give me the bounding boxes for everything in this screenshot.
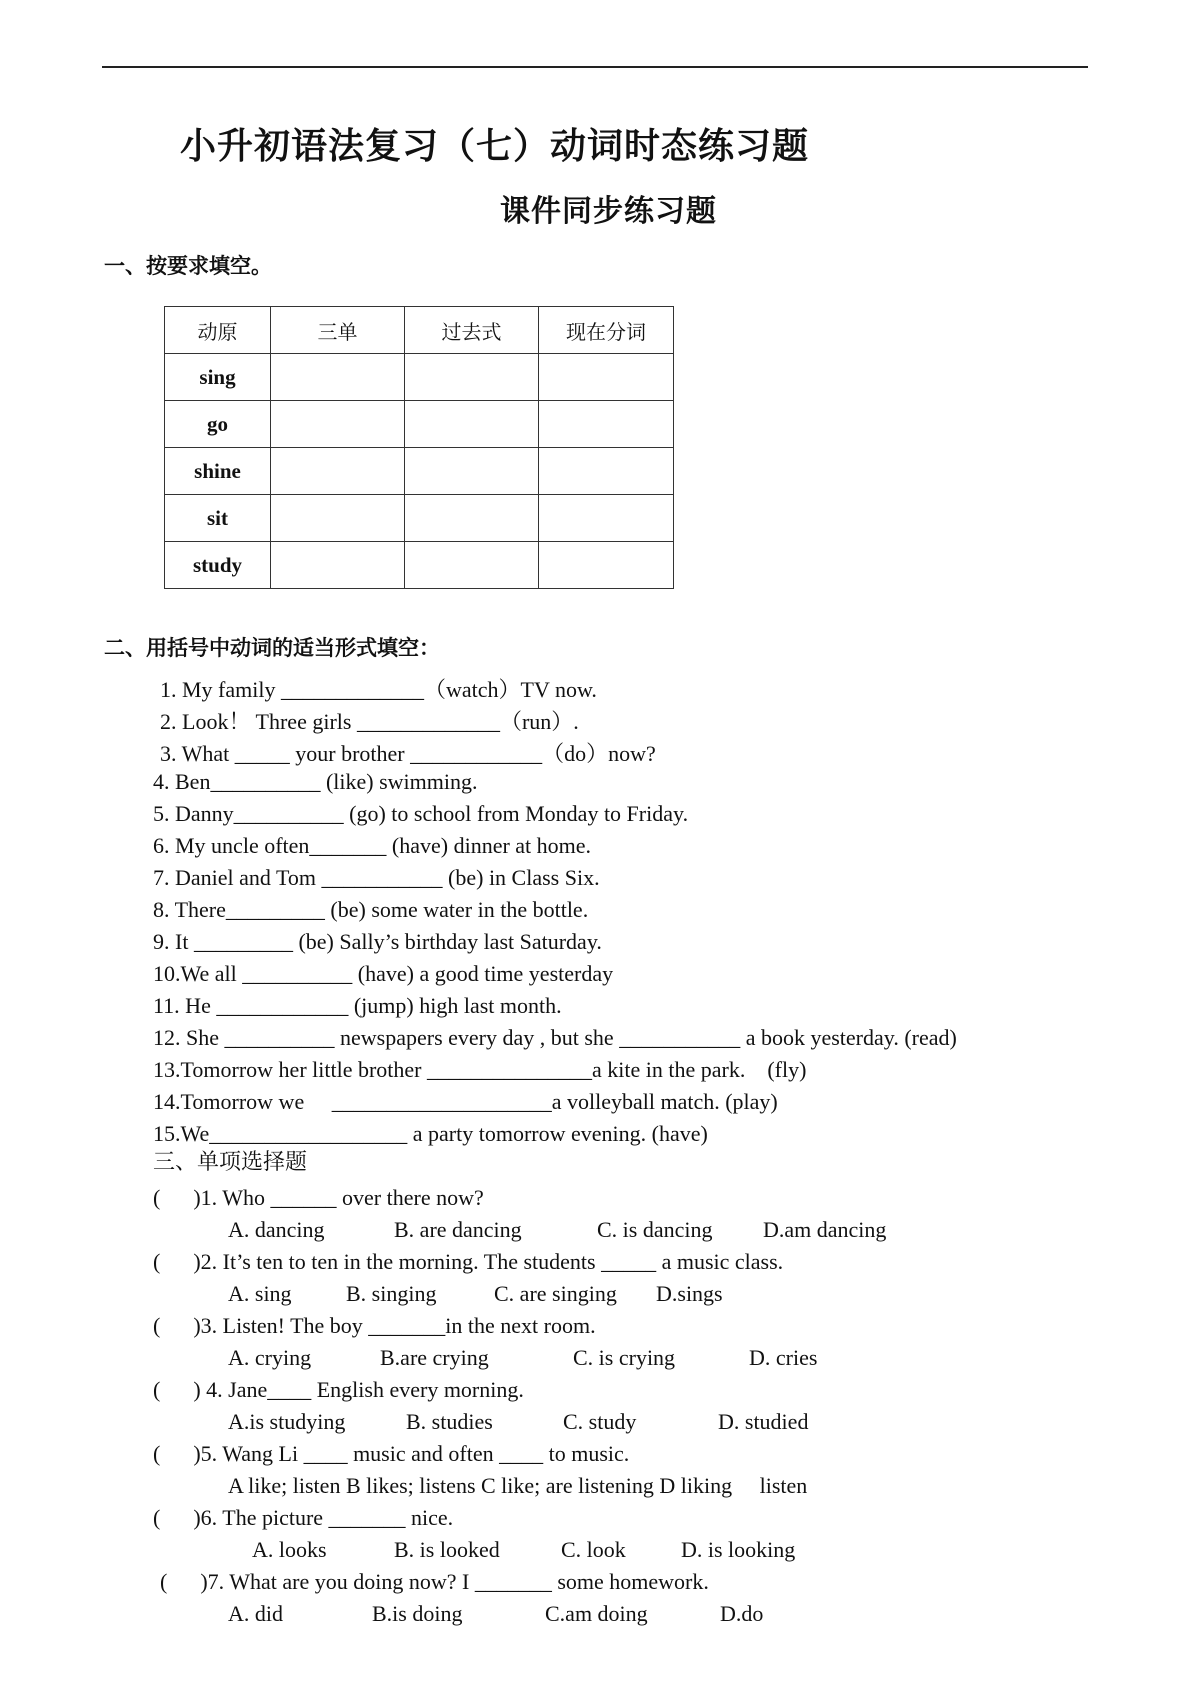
exercise-item-14: 14.Tomorrow we ____________________a volleyball match. (play) — [153, 1089, 778, 1114]
exercise-item-2: 2. Look！ Three girls _____________（run）. — [160, 709, 579, 734]
mcq-question-3: ( )3. Listen! The boy _______in the next room. — [153, 1313, 596, 1338]
mcq-question-2: ( )2. It’s ten to ten in the morning. The students _____ a music class. — [153, 1249, 784, 1274]
table-row — [165, 448, 674, 495]
exercise-item-9: 9. It _________ (be) Sally’s birthday last Saturday. — [153, 929, 602, 954]
verb-cell: go — [165, 401, 271, 448]
page-subtitle: 课件同步练习题 — [500, 194, 717, 229]
blank-cell — [405, 495, 539, 542]
mcq-option: C. look — [561, 1537, 626, 1562]
verb-cell: shine — [165, 448, 271, 495]
table-row — [165, 495, 674, 542]
mcq-option: C. is crying — [573, 1345, 676, 1370]
blank-cell — [539, 448, 674, 495]
header-cell-base: 动原 — [165, 307, 271, 354]
exercise-item-13: 13.Tomorrow her little brother _______________a kite in the park. (fly) — [153, 1057, 807, 1082]
mcq-option: A. looks — [252, 1537, 327, 1562]
mcq-option: A. dancing — [228, 1217, 325, 1242]
mcq-option: D.do — [720, 1601, 764, 1626]
header-cell-past: 过去式 — [405, 307, 539, 354]
blank-cell — [271, 495, 405, 542]
table-row — [165, 354, 674, 401]
exercise-item-6: 6. My uncle often_______ (have) dinner at home. — [153, 833, 592, 858]
exercise-item-12: 12. She __________ newspapers every day , but she ___________ a book yesterday. (read) — [153, 1025, 957, 1050]
blank-cell — [539, 542, 674, 589]
blank-cell — [271, 354, 405, 401]
mcq-option: B. are dancing — [394, 1217, 522, 1242]
blank-cell — [271, 542, 405, 589]
mcq-option: C. study — [563, 1409, 637, 1434]
blank-cell — [271, 448, 405, 495]
exercise-item-7: 7. Daniel and Tom ___________ (be) in Class Six. — [153, 865, 600, 890]
mcq-option: D. cries — [749, 1345, 818, 1370]
mcq-option: B.are crying — [380, 1345, 489, 1370]
mcq-question-6: ( )6. The picture _______ nice. — [153, 1505, 454, 1530]
mcq-option: B. is looked — [394, 1537, 500, 1562]
mcq-option: B. singing — [346, 1281, 437, 1306]
verb-forms-table — [164, 306, 674, 589]
mcq-question-7: ( )7. What are you doing now? I _______ some homework. — [160, 1569, 709, 1594]
mcq-question-5: ( )5. Wang Li ____ music and often ____ to music. — [153, 1441, 630, 1466]
mcq-option: A like; listen B likes; listens C like; are listening D liking listen — [228, 1473, 808, 1498]
exercise-item-8: 8. There_________ (be) some water in the bottle. — [153, 897, 589, 922]
verb-cell: sit — [165, 495, 271, 542]
exercise-item-4: 4. Ben__________ (like) swimming. — [153, 769, 478, 794]
mcq-option: D. studied — [718, 1409, 809, 1434]
blank-cell — [271, 401, 405, 448]
mcq-option: C. is dancing — [597, 1217, 713, 1242]
table-header-row — [165, 307, 674, 354]
blank-cell — [405, 401, 539, 448]
mcq-option: C. are singing — [494, 1281, 617, 1306]
mcq-option: D.am dancing — [763, 1217, 887, 1242]
mcq-option: B. studies — [406, 1409, 493, 1434]
blank-cell — [405, 448, 539, 495]
blank-cell — [405, 354, 539, 401]
mcq-question-4: ( ) 4. Jane____ English every morning. — [153, 1377, 524, 1402]
mcq-option: A. sing — [228, 1281, 292, 1306]
mcq-option: A.is studying — [228, 1409, 346, 1434]
section-1-heading: 一、按要求填空。 — [104, 254, 272, 278]
table-row — [165, 401, 674, 448]
exercise-item-3: 3. What _____ your brother ____________（do）now? — [160, 741, 656, 766]
verb-cell: study — [165, 542, 271, 589]
section-3-heading: 三、单项选择题 — [153, 1150, 308, 1175]
mcq-option: C.am doing — [545, 1601, 648, 1626]
mcq-option: A. crying — [228, 1345, 312, 1370]
header-cell-present-participle: 现在分词 — [539, 307, 674, 354]
exercise-item-5: 5. Danny__________ (go) to school from Monday to Friday. — [153, 801, 689, 826]
exercise-item-15: 15.We__________________ a party tomorrow evening. (have) — [153, 1121, 708, 1146]
mcq-option: B.is doing — [372, 1601, 463, 1626]
mcq-option: D.sings — [656, 1281, 723, 1306]
blank-cell — [405, 542, 539, 589]
mcq-question-1: ( )1. Who ______ over there now? — [153, 1185, 484, 1210]
blank-cell — [539, 401, 674, 448]
mcq-option: A. did — [228, 1601, 283, 1626]
top-rule — [102, 66, 1088, 68]
blank-cell — [539, 495, 674, 542]
mcq-option: D. is looking — [681, 1537, 796, 1562]
section-2-heading: 二、用括号中动词的适当形式填空： — [104, 636, 440, 660]
exercise-item-10: 10.We all __________ (have) a good time yesterday — [153, 961, 614, 986]
verb-cell: sing — [165, 354, 271, 401]
page-title: 小升初语法复习（七）动词时态练习题 — [180, 126, 810, 167]
table-row — [165, 542, 674, 589]
exercise-item-1: 1. My family _____________（watch）TV now. — [160, 677, 597, 702]
blank-cell — [539, 354, 674, 401]
exercise-item-11: 11. He ____________ (jump) high last month. — [153, 993, 562, 1018]
header-cell-third-person: 三单 — [271, 307, 405, 354]
